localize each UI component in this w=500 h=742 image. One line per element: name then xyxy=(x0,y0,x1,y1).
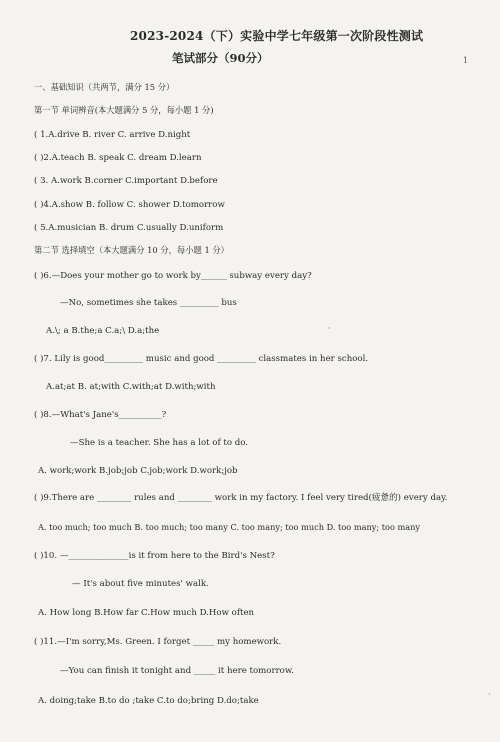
question-11-options: A. doing;take B.to do ;take C.to do;bring D.do;take xyxy=(38,696,259,706)
speck-mark: · xyxy=(328,324,331,333)
section2-heading: 第二节 选择填空（本大题满分 10 分，每小题 1 分） xyxy=(34,245,229,255)
question-11-line2: —You can finish it tonight and _____ it here tomorrow. xyxy=(60,666,294,676)
section1-heading: 第一节 单词辨音(本大题满分 5 分，每小题 1 分) xyxy=(34,105,214,115)
question-7: ( )7. Lily is good_________ music and good _________ classmates in her school. xyxy=(34,354,369,364)
part1-heading: 一、基础知识（共两节，满分 15 分） xyxy=(34,82,175,92)
question-9: ( )9.There are ________ rules and ________ work in my factory. I feel very tired(疲惫的) every day. xyxy=(34,493,448,503)
question-11: ( )11.—I'm sorry,Ms. Green. I forget _____ my homework. xyxy=(34,637,282,647)
question-1: ( 1.A.drive B. river C. arrive D.night xyxy=(34,130,191,140)
question-10-line2: — It's about five minutes' walk. xyxy=(72,579,209,589)
margin-mark: 1 xyxy=(463,56,469,65)
exam-title: 2023-2024（下）实验中学七年级第一次阶段性测试 xyxy=(130,29,424,43)
question-9-options: A. too much; too much B. too much; too many C. too many; too much D. too many; too many xyxy=(38,522,421,532)
question-5: ( 5.A.musician B. drum C.usually D.uniform xyxy=(34,223,224,233)
question-6-line2: —No, sometimes she takes _________ bus xyxy=(60,298,237,308)
question-8-line2: —She is a teacher. She has a lot of to do. xyxy=(70,438,249,448)
question-8-options: A. work;work B.job;job C.job;work D.work;job xyxy=(38,466,238,476)
question-7-options: A.at;at B. at;with C.with;at D.with;with xyxy=(46,382,216,392)
exam-subtitle: 笔试部分（90分） xyxy=(172,51,269,65)
question-4: ( )4.A.show B. follow C. shower D.tomorrow xyxy=(34,200,225,210)
question-2: ( )2.A.teach B. speak C. dream D.learn xyxy=(34,153,202,163)
question-8: ( )8.—What's Jane's__________? xyxy=(34,410,167,420)
question-10: ( )10. —______________is it from here to the Bird's Nest? xyxy=(34,551,275,561)
question-6-options: A.\; a B.the;a C.a;\ D.a;the xyxy=(46,326,160,336)
question-3: ( 3. A.work B.corner C.important D.before xyxy=(34,176,218,186)
edge-mark: · xyxy=(488,690,491,699)
question-6: ( )6.—Does your mother go to work by______ subway every day? xyxy=(34,271,312,281)
question-10-options: A. How long B.How far C.How much D.How often xyxy=(38,608,255,618)
